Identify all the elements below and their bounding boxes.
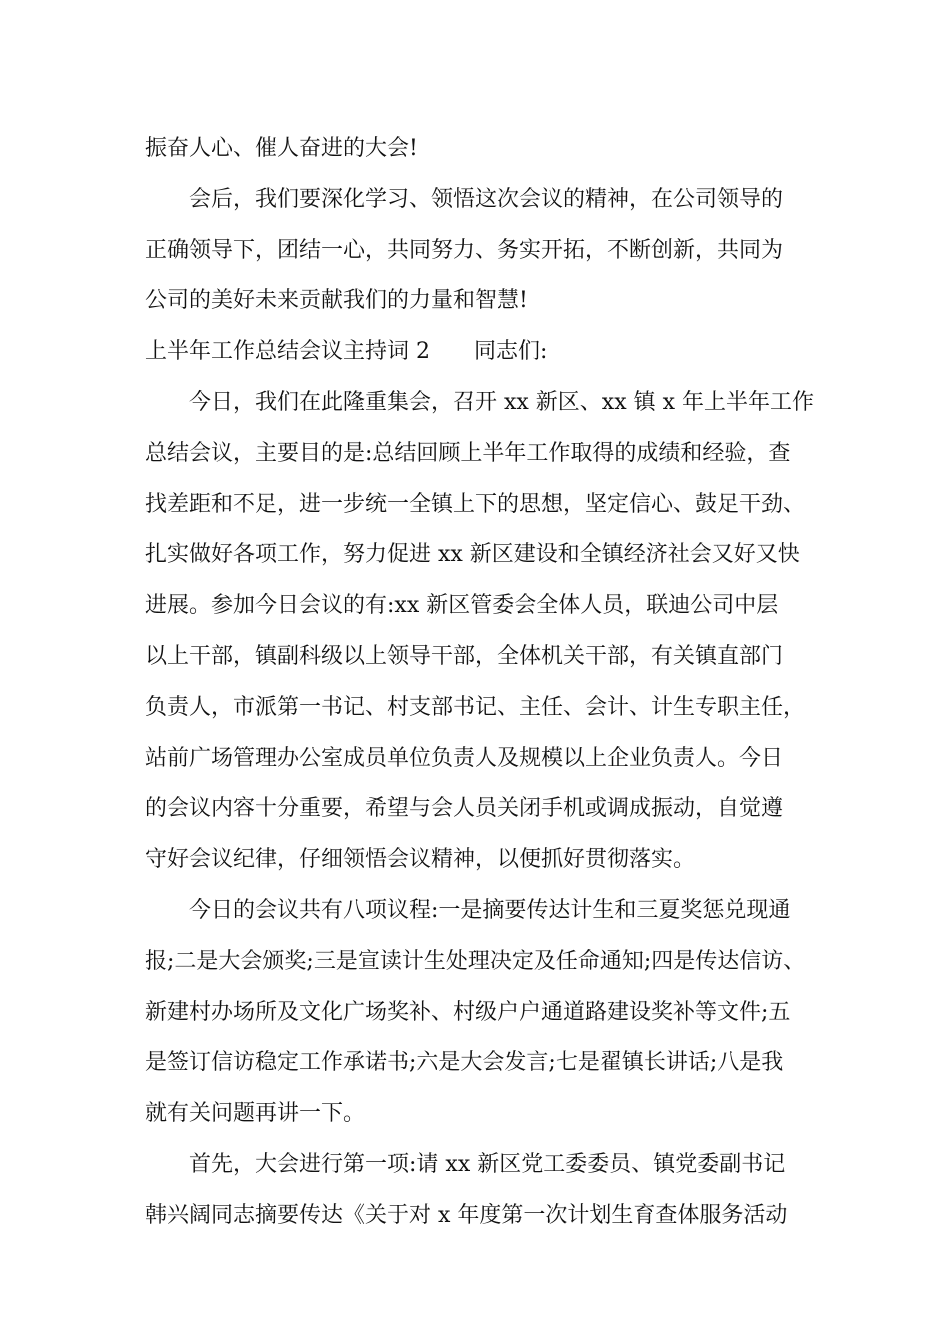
heading-line: [145, 327, 825, 378]
text-line: 总结会议，主要目的是:总结回顾上半年工作取得的成绩和经验，查: [145, 440, 791, 466]
paragraph-agenda: [145, 886, 825, 1140]
salutation: 同志们:: [474, 339, 548, 365]
text-line: 进展。参加今日会议的有:xx 新区管委会全体人员，联迪公司中层: [145, 593, 779, 619]
text-line: 振奋人心、催人奋进的大会!: [145, 136, 418, 161]
text-line: 以上干部，镇副科级以上领导干部，全体机关干部，有关镇直部门: [145, 643, 784, 669]
text-line: 今日的会议共有八项议程:一是摘要传达计生和三夏奖惩兑现通: [189, 898, 791, 923]
text-line: 会后，我们要深化学习、领悟这次会议的精神，在公司领导的: [189, 186, 784, 212]
text-line: 站前广场管理办公室成员单位负责人及规模以上企业负责人。今日: [145, 745, 784, 771]
text-line: 扎实做好各项工作，努力促进 xx 新区建设和全镇经济社会又好又快: [145, 542, 800, 568]
text-line: 公司的美好未来贡献我们的力量和智慧!: [145, 288, 528, 314]
text-line: 守好会议纪律，仔细领悟会议精神，以便抓好贯彻落实。: [145, 847, 696, 873]
text-line: 正确领导下，团结一心，共同努力、务实开拓，不断创新，共同为: [145, 237, 784, 263]
text-line: 韩兴阔同志摘要传达《关于对 x 年度第一次计划生育查体服务活动: [145, 1202, 788, 1228]
paragraph-first-item: [145, 1140, 825, 1242]
text-line: 负责人，市派第一书记、村支部书记、主任、会计、计生专职主任，: [145, 694, 806, 720]
text-line: 找差距和不足，进一步统一全镇上下的思想，坚定信心、鼓足干劲、: [145, 491, 806, 517]
heading-title: 上半年工作总结会议主持词 2: [145, 339, 430, 365]
paragraph-closing-line: [145, 124, 825, 175]
text-line: 新建村办场所及文化广场奖补、村级户户通道路建设奖补等文件;五: [145, 999, 791, 1025]
section-heading: [145, 327, 825, 378]
text-line: 的会议内容十分重要，希望与会人员关闭手机或调成振动，自觉遵: [145, 796, 784, 822]
text-line: 是签订信访稳定工作承诺书;六是大会发言;七是翟镇长讲话;八是我: [145, 1050, 784, 1076]
text-line: 首先，大会进行第一项:请 xx 新区党工委委员、镇党委副书记: [189, 1152, 786, 1177]
text-line: 今日，我们在此隆重集会，召开 xx 新区、xx 镇 x 年上半年工作: [189, 390, 815, 415]
paragraph-after-meeting: [145, 175, 825, 327]
paragraph-opening: [145, 378, 825, 886]
text-line: 报;二是大会颁奖;三是宣读计生处理决定及任命通知;四是传达信访、: [145, 948, 806, 974]
text-line: 就有关问题再讲一下。: [145, 1101, 366, 1127]
